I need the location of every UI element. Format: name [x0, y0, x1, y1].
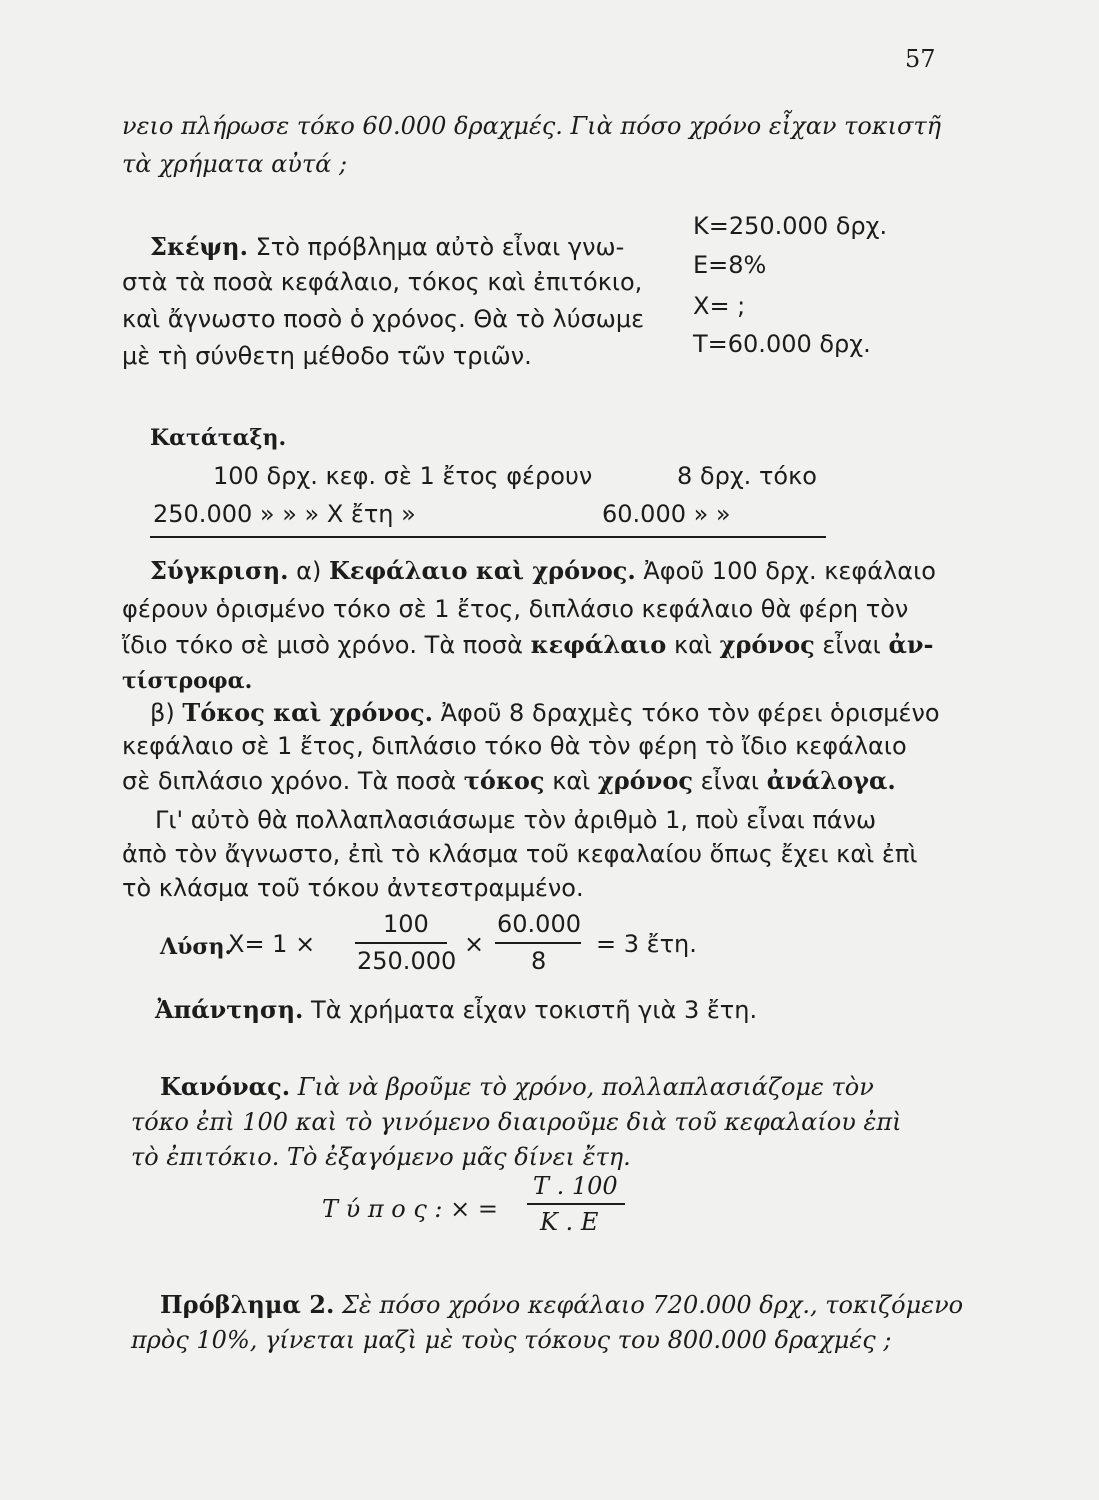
lysi-result: = 3 ἔτη. — [596, 930, 697, 958]
skepsi-line-1 — [150, 232, 624, 261]
kanonas-line-2: τόκο ἐπὶ 100 καὶ τὸ γινόμενο διαιροῦμε διὰ τοῦ κεφαλαίου ἐπὶ — [131, 1108, 902, 1136]
sygkrisi-b-prefix: β) — [150, 699, 175, 727]
sygkrisi-b-line3-mid: καὶ — [552, 767, 591, 795]
lysi-frac1-bar — [355, 942, 447, 944]
kataxi-row2-left: 250.000 » » » X ἔτη » — [153, 500, 416, 528]
sygkrisi-label: Σύγκριση. — [150, 556, 289, 585]
sygkrisi-a-line3-mid: καὶ — [673, 631, 713, 659]
skepsi-line-4: μὲ τὴ σύνθετη μέθοδο τῶν τριῶν. — [122, 342, 532, 370]
lysi-times: × — [464, 930, 485, 958]
lysi-frac1-num: 100 — [383, 910, 429, 938]
kataxi-rule — [150, 536, 826, 538]
kataxi-row2-right: 60.000 » » — [602, 500, 731, 528]
skepsi-label: Σκέψη. — [150, 232, 248, 261]
kataxi-row1-left: 100 δρχ. κεφ. σὲ 1 ἔτος φέρουν — [213, 462, 593, 490]
sygkrisi-a-line3-pre: ἴδιο τόκο σὲ μισὸ χρόνο. Τὰ ποσὰ — [122, 631, 523, 659]
apantisi-text: Τὰ χρήματα εἶχαν τοκιστῆ γιὰ 3 ἔτη. — [311, 996, 758, 1024]
typos-den: Κ . Ε — [540, 1208, 599, 1236]
provlima2-line-1 — [160, 1290, 963, 1319]
sygkrisi-c-line-2: ἀπὸ τὸν ἄγνωστο, ἐπὶ τὸ κλάσμα τοῦ κεφαλαίου ὅπως ἔχει καὶ ἐπὶ — [122, 840, 918, 868]
sygkrisi-a-line3-b1: κεφάλαιο — [530, 630, 667, 659]
sygkrisi-c-line-1: Γι' αὐτὸ θὰ πολλαπλασιάσωμε τὸν ἀριθμὸ 1, ποὺ εἶναι πάνω — [155, 806, 877, 834]
typos-bar — [527, 1203, 625, 1205]
sygkrisi-b-rest: Ἀφοῦ 8 δραχμὲς τόκο τὸν φέρει ὁρισμένο — [440, 699, 940, 727]
lysi-frac1-den: 250.000 — [357, 947, 457, 975]
skepsi-line-3: καὶ ἄγνωστο ποσὸ ὁ χρόνος. Θὰ τὸ λύσωμε — [122, 305, 645, 333]
sygkrisi-a-line-2: φέρουν ὁρισμένο τόκο σὲ 1 ἔτος, διπλάσιο κεφάλαιο θὰ φέρη τὸν — [122, 595, 909, 623]
sygkrisi-a-line3-b3: ἀν- — [888, 630, 934, 659]
sygkrisi-a-line3-b2: χρόνος — [719, 630, 815, 659]
lysi-label: Λύση. — [160, 934, 233, 960]
sygkrisi-a-line3-post: εἶναι — [822, 631, 881, 659]
sygkrisi-a-prefix: α) — [296, 557, 322, 585]
page-number: 57 — [905, 45, 936, 73]
sygkrisi-c-line-3: τὸ κλάσμα τοῦ τόκου ἀντεστραμμένο. — [122, 874, 584, 902]
sygkrisi-b-line3-b1: τόκος — [463, 766, 545, 795]
sygkrisi-b-line-1 — [150, 698, 940, 727]
skepsi-line-2: στὰ τὰ ποσὰ κεφάλαιο, τόκος καὶ ἐπιτόκιο, — [122, 268, 643, 296]
lysi-frac2-bar — [495, 942, 581, 944]
sygkrisi-b-line-3 — [122, 766, 896, 795]
sygkrisi-a-line-4: τίστροφα. — [122, 668, 253, 694]
kanonas-line-3: τὸ ἐπιτόκιο. Τὸ ἐξαγόμενο μᾶς δίνει ἔτη. — [131, 1143, 631, 1171]
sygkrisi-a-rest: Ἀφοῦ 100 δρχ. κεφάλαιο — [643, 557, 936, 585]
sygkrisi-b-line3-pre: σὲ διπλάσιο χρόνο. Τὰ ποσὰ — [122, 767, 457, 795]
given-time: X= ; — [693, 292, 746, 320]
kanonas-line-1 — [160, 1072, 874, 1101]
apantisi-label: Ἀπάντηση. — [155, 995, 304, 1024]
lysi-frac2-den: 8 — [531, 947, 547, 975]
sygkrisi-b-line-2: κεφάλαιο σὲ 1 ἔτος, διπλάσιο τόκο θὰ τὸν φέρη τὸ ἴδιο κεφάλαιο — [122, 732, 907, 760]
intro-line-1: νειο πλήρωσε τόκο 60.000 δραχμές. Γιὰ πόσο χρόνο εἶχαν τοκιστῆ — [122, 112, 942, 140]
provlima2-line-2: πρὸς 10%, γίνεται μαζὶ μὲ τοὺς τόκους του 800.000 δραχμές ; — [131, 1326, 892, 1354]
sygkrisi-a-line-3 — [122, 630, 934, 659]
given-rate: E=8% — [693, 251, 767, 279]
typos-num: Τ . 100 — [533, 1172, 618, 1200]
sygkrisi-b-bold: Τόκος καὶ χρόνος. — [182, 698, 433, 727]
skepsi-text-1: Στὸ πρόβλημα αὐτὸ εἶναι γνω- — [255, 233, 625, 261]
kataxi-row1-right: 8 δρχ. τόκο — [677, 462, 817, 490]
apantisi-line — [155, 995, 757, 1024]
sygkrisi-b-line3-b3: ἀνάλογα. — [766, 766, 896, 795]
sygkrisi-a-line-1 — [150, 556, 936, 585]
lysi-frac2-num: 60.000 — [497, 910, 581, 938]
sygkrisi-b-line3-post: εἶναι — [700, 767, 760, 795]
provlima2-label: Πρόβλημα 2. — [160, 1290, 335, 1319]
typos-label: Τ ύ π ο ς : × = — [322, 1195, 498, 1223]
provlima2-text-1: Σὲ πόσο χρόνο κεφάλαιο 720.000 δρχ., τοκιζόμενο — [341, 1291, 964, 1319]
kanonas-label: Κανόνας. — [160, 1072, 291, 1101]
sygkrisi-a-bold: Κεφάλαιο καὶ χρόνος. — [329, 556, 636, 585]
kataxi-label: Κατάταξη. — [150, 425, 287, 451]
kanonas-text-1: Γιὰ νὰ βροῦμε τὸ χρόνο, πολλαπλασιάζομε τὸν — [297, 1073, 874, 1101]
intro-line-2: τὰ χρήματα αὐτά ; — [122, 150, 348, 178]
lysi-lhs: X= 1 × — [228, 930, 316, 958]
sygkrisi-b-line3-b2: χρόνος — [597, 766, 693, 795]
given-interest: T=60.000 δρχ. — [693, 330, 871, 358]
given-capital: K=250.000 δρχ. — [693, 212, 888, 240]
